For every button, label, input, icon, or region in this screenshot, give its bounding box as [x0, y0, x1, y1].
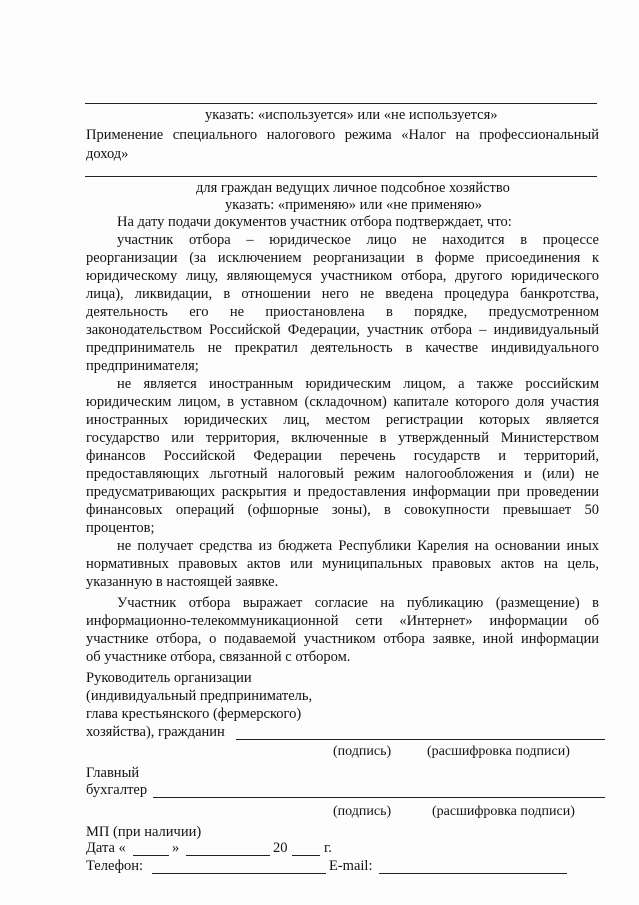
caption-signature-decoding: (расшифровка подписи)	[427, 744, 570, 759]
head-title-line: Руководитель организации	[86, 670, 252, 686]
p2-line: предприниматель не прекратил деятельность в качестве индивидуального	[86, 340, 599, 356]
usage-note: указать: «используется» или «не используется»	[205, 107, 498, 123]
p2-line: реорганизации (за исключением реорганизации в форме присоединения к	[86, 250, 599, 266]
p4-line: указанную в настоящей заявке.	[86, 574, 279, 590]
date-month-field[interactable]	[186, 855, 270, 856]
p4-line: не получает средства из бюджета Республики Карелия на основании иных	[117, 538, 599, 554]
accountant-label-line1: Главный	[86, 765, 140, 781]
p3-line: предусматривающих раскрытия и предоставления информации при проведении	[86, 484, 599, 500]
p2-line: деятельность его не приостановлена в порядке, предусмотренном	[86, 304, 599, 320]
email-label: E-mail:	[329, 858, 373, 874]
p5-line: информационно-телекоммуникационной сети «Интернет» информации об	[86, 613, 599, 629]
phone-field[interactable]	[152, 873, 326, 874]
p3-line: процентов;	[86, 520, 155, 536]
head-signature-line[interactable]	[236, 739, 605, 740]
p3-line: юридическим лицом, в уставном (складочном) капитале которого доля участия	[86, 394, 599, 410]
special-tax-regime-line1: Применение специального налогового режима «Налог на профессиональный	[86, 127, 599, 143]
caption-signature: (подпись)	[333, 744, 392, 759]
caption-signature: (подпись)	[333, 804, 392, 819]
top-fill-line	[85, 103, 597, 104]
email-field[interactable]	[379, 873, 567, 874]
date-year-prefix: 20	[273, 840, 288, 856]
p3-line: не является иностранным юридическим лицом, а также российским	[117, 376, 599, 392]
household-note: для граждан ведущих личное подсобное хозяйство	[196, 180, 510, 196]
p5-line: об участнике отбора, связанной с отбором.	[86, 649, 351, 665]
head-title-line: хозяйства), гражданин	[86, 724, 225, 740]
tax-regime-fill-line	[85, 176, 597, 177]
p2-line: законодательством Российской Федерации, участник отбора – индивидуальный	[86, 322, 599, 338]
special-tax-regime-line2: доход»	[86, 146, 129, 162]
date-day-field[interactable]	[133, 855, 169, 856]
p2-line: юридическому лицу, являющемуся участником отбора, другого юридического	[86, 268, 599, 284]
p5-line: Участник отбора выражает согласие на публикацию (размещение) в	[117, 595, 599, 611]
stamp-place: МП (при наличии)	[86, 824, 202, 840]
p3-line: финансовых операций (офшорные зоны), в совокупности превышает 50	[86, 502, 599, 518]
p2-line: участник отбора – юридическое лицо не находится в процессе	[117, 232, 599, 248]
apply-note: указать: «применяю» или «не применяю»	[225, 197, 483, 213]
p4-line: нормативных правовых актов или муниципальных правовых актов на цель,	[86, 556, 599, 572]
confirm-intro: На дату подачи документов участник отбора подтверждает, что:	[117, 214, 512, 230]
date-label: Дата «	[86, 840, 126, 856]
p3-line: государство или территория, включенные в утвержденный Министерством	[86, 430, 599, 446]
accountant-label-line2: бухгалтер	[86, 782, 148, 798]
date-quote-close: »	[172, 840, 180, 856]
p3-line: предоставляющих льготный налоговый режим налогообложения и (или) не	[86, 466, 599, 482]
p2-line: предпринимателя;	[86, 358, 199, 374]
date-year-suffix: г.	[324, 840, 332, 856]
accountant-signature-line[interactable]	[153, 797, 605, 798]
p3-line: финансов Российской Федерации перечень государств и территорий,	[86, 448, 599, 464]
head-title-line: (индивидуальный предприниматель,	[86, 688, 313, 704]
p3-line: иностранных юридических лиц, местом регистрации которых является	[86, 412, 599, 428]
caption-signature-decoding: (расшифровка подписи)	[432, 804, 575, 819]
phone-label: Телефон:	[86, 858, 144, 874]
head-title-line: глава крестьянского (фермерского)	[86, 706, 302, 722]
date-year-field[interactable]	[292, 855, 320, 856]
p2-line: лица), ликвидации, в отношении него не введена процедура банкротства,	[86, 286, 599, 302]
p5-line: участнике отбора, о подаваемой участником отбора заявке, иной информации	[86, 631, 599, 647]
